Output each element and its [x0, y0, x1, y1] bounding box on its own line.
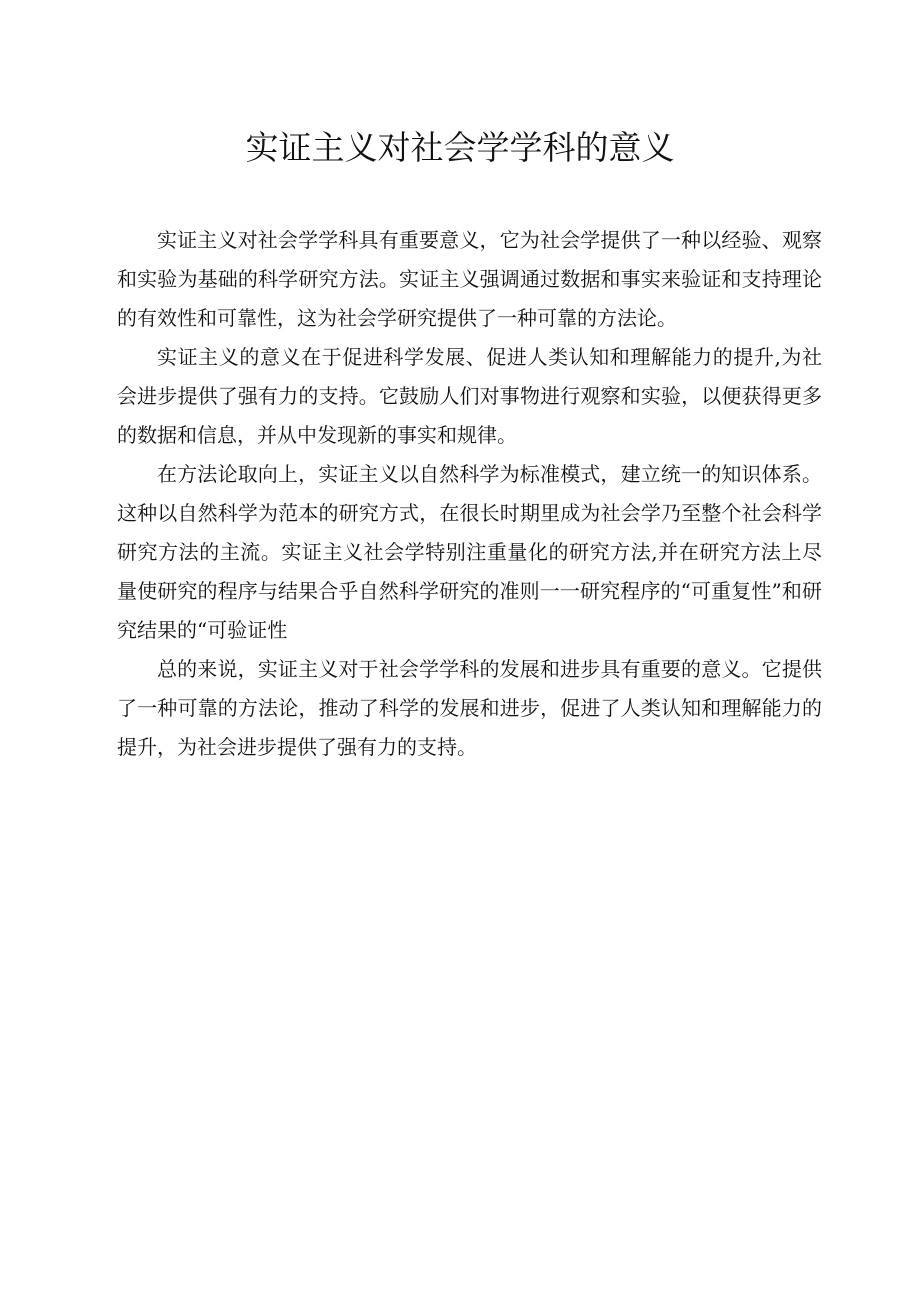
paragraph-3: 在方法论取向上，实证主义以自然科学为标准模式，建立统一的知识体系。这种以自然科学为范本的研究方式，在很长时期里成为社会学乃至整个社会科学研究方法的主流。实证主义社会学特别注重量化的研究方法,并在研究方法上尽量使研究的程序与结果合乎自然科学研究的准则一一研究程序的“可重复性”和研究结果的“可验证性 — [117, 462, 822, 642]
document-title: 实证主义对社会学学科的意义 — [245, 128, 675, 167]
document-body — [117, 221, 822, 767]
paragraph-4: 总的来说，实证主义对于社会学学科的发展和进步具有重要的意义。它提供了一种可靠的方法论，推动了科学的发展和进步，促进了人类认知和理解能力的提升，为社会进步提供了强有力的支持。 — [117, 657, 822, 759]
paragraph-2: 实证主义的意义在于促进科学发展、促进人类认知和理解能力的提升,为社会进步提供了强有力的支持。它鼓励人们对事物进行观察和实验，以便获得更多的数据和信息，并从中发现新的事实和规律。 — [117, 345, 822, 447]
paragraph-1: 实证主义对社会学学科具有重要意义，它为社会学提供了一种以经验、观察和实验为基础的科学研究方法。实证主义强调通过数据和事实来验证和支持理论的有效性和可靠性，这为社会学研究提供了一种可靠的方法论。 — [117, 228, 822, 330]
